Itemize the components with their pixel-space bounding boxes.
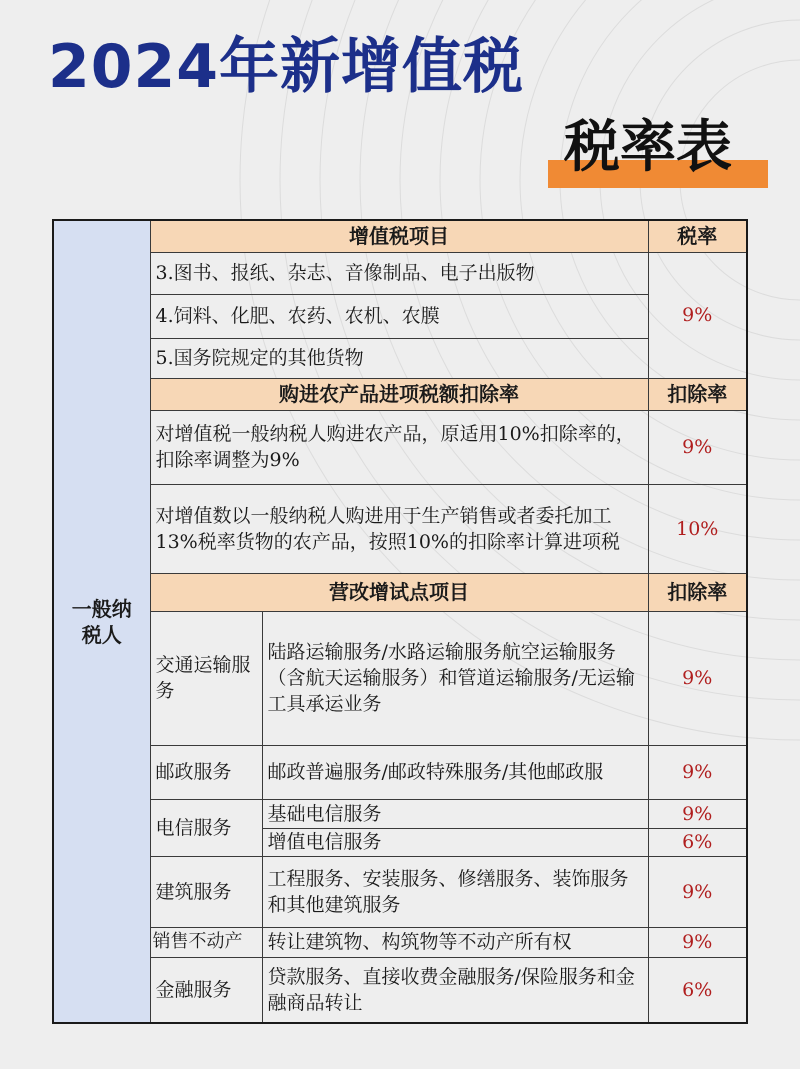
table-row	[53, 745, 747, 799]
service-items: 增值电信服务	[262, 828, 648, 856]
agri-rule-text: 对增值数以一般纳税人购进用于生产销售或者委托加工13%税率货物的农产品，按照10%的扣除率计算进项税	[150, 484, 648, 573]
table-row	[53, 927, 747, 957]
service-items: 邮政普遍服务/邮政特殊服务/其他邮政服	[262, 745, 648, 799]
pilot-rate-header: 扣除率	[648, 573, 747, 611]
subtitle-block	[548, 108, 768, 188]
service-rate: 9%	[648, 799, 747, 828]
pilot-header-row	[53, 573, 747, 611]
table-row	[53, 484, 747, 573]
service-rate: 9%	[648, 927, 747, 957]
service-rate: 9%	[648, 611, 747, 745]
agri-rate-header: 扣除率	[648, 378, 747, 410]
table-row	[53, 410, 747, 484]
vat-item: 3.图书、报纸、杂志、音像制品、电子出版物	[150, 252, 648, 294]
service-items: 贷款服务、直接收费金融服务/保险服务和金融商品转让	[262, 957, 648, 1023]
table-row	[53, 799, 747, 828]
table-row	[53, 957, 747, 1023]
table-row	[53, 856, 747, 927]
pilot-items-header: 营改增试点项目	[150, 573, 648, 611]
table-row	[53, 611, 747, 745]
agri-rate: 10%	[648, 484, 747, 573]
service-items: 工程服务、安装服务、修缮服务、装饰服务和其他建筑服务	[262, 856, 648, 927]
vat-items-header: 增值税项目	[150, 220, 648, 252]
service-items: 基础电信服务	[262, 799, 648, 828]
service-rate: 9%	[648, 745, 747, 799]
agri-deduction-header: 购进农产品进项税额扣除率	[150, 378, 648, 410]
vat-item: 4.饲料、化肥、农药、农机、农膜	[150, 294, 648, 338]
agri-rate: 9%	[648, 410, 747, 484]
service-category: 邮政服务	[150, 745, 262, 799]
service-items: 转让建筑物、构筑物等不动产所有权	[262, 927, 648, 957]
service-category: 电信服务	[150, 799, 262, 856]
table-row	[53, 294, 747, 338]
service-category: 建筑服务	[150, 856, 262, 927]
agri-rule-text: 对增值税一般纳税人购进农产品，原适用10%扣除率的，扣除率调整为9%	[150, 410, 648, 484]
service-items: 陆路运输服务/水路运输服务航空运输服务（含航天运输服务）和管道运输服务/无运输工具承运业务	[262, 611, 648, 745]
vat-rate: 9%	[648, 252, 747, 378]
vat-items-header-row	[53, 220, 747, 252]
service-category: 销售不动产	[150, 927, 262, 957]
service-rate: 9%	[648, 856, 747, 927]
service-category: 金融服务	[150, 957, 262, 1023]
taxpayer-type-label: 一般纳 税人	[53, 220, 150, 1023]
page-title: 2024年新增值税	[48, 32, 524, 102]
agri-header-row	[53, 378, 747, 410]
service-rate: 6%	[648, 957, 747, 1023]
service-rate: 6%	[648, 828, 747, 856]
table-row	[53, 252, 747, 294]
vat-rate-header: 税率	[648, 220, 747, 252]
table-row	[53, 338, 747, 378]
vat-item: 5.国务院规定的其他货物	[150, 338, 648, 378]
service-category: 交通运输服务	[150, 611, 262, 745]
vat-rate-table	[52, 219, 748, 1024]
page-subtitle: 税率表	[564, 115, 732, 180]
